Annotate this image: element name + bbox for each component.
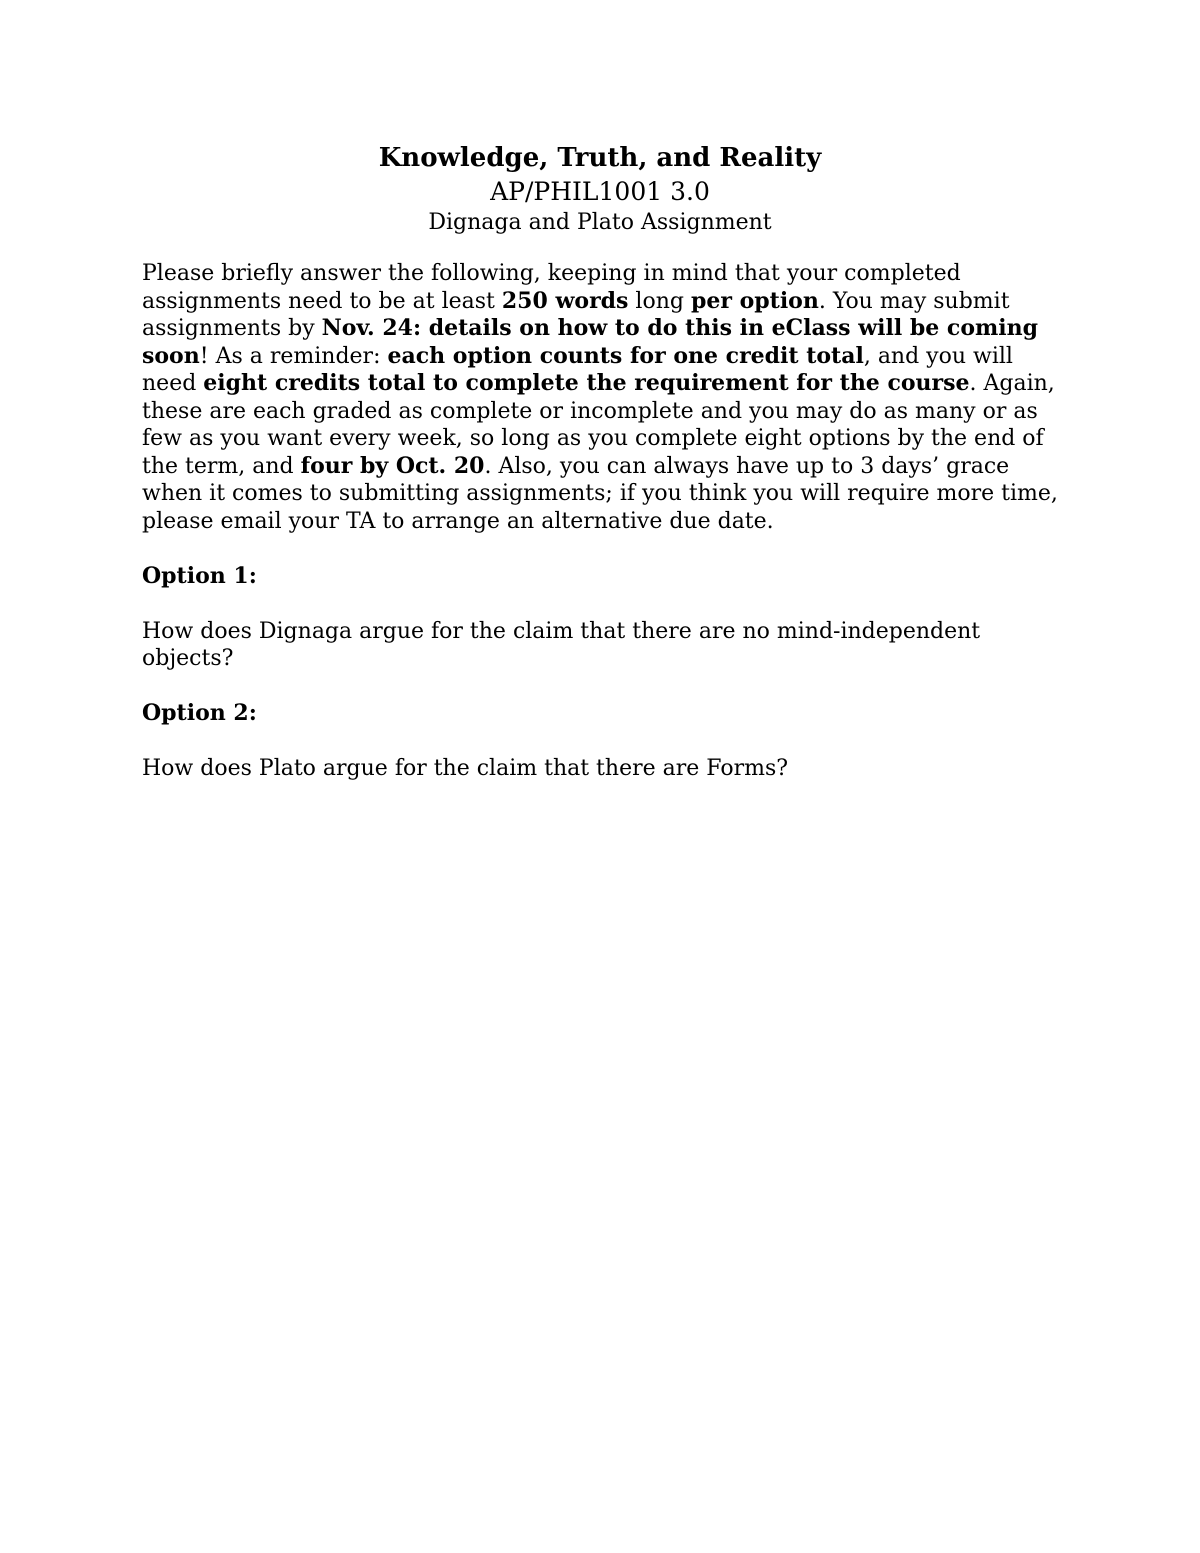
- intro-bold-due-date: Nov. 24: details on how to do this in eClass will be coming soon: [142, 315, 1039, 369]
- course-code: AP/PHIL1001 3.0: [490, 177, 710, 206]
- intro-text-2: long: [628, 288, 691, 314]
- intro-text-1: Please briefly answer the following, keeping in mind that your completed assignments need to be at least: [142, 261, 961, 314]
- intro-text-3: . You may submit assignments by: [142, 288, 1010, 341]
- intro-bold-requirement: eight credits total to complete the requirement for the course: [203, 370, 970, 396]
- intro-text-6: . Again, these are each graded as complete or incomplete and you may do as many or as few as you want every week, so long as you complete eight options by the end of the term, and: [142, 371, 1055, 479]
- intro-bold-per-option: per option: [690, 287, 819, 314]
- option-2-heading: Option 2:: [142, 700, 257, 726]
- document-title: Knowledge, Truth, and Reality: [378, 143, 822, 173]
- intro-paragraph: [142, 260, 1067, 535]
- option-1-heading: Option 1:: [142, 562, 257, 589]
- assignment-name: Dignaga and Plato Assignment: [428, 210, 772, 235]
- intro-bold-credit: each option counts for one credit total: [387, 342, 864, 369]
- document-body: [142, 260, 1067, 783]
- intro-text-4: ! As a reminder:: [199, 343, 388, 369]
- intro-bold-word-count: 250 words: [501, 287, 629, 314]
- option-1-question: How does Dignaga argue for the claim that there are no mind-independent objects?: [142, 618, 981, 671]
- intro-bold-midterm-deadline: four by Oct. 20: [300, 452, 485, 479]
- document-header: [0, 141, 1200, 238]
- intro-text-7: . Also, you can always have up to 3 days’ grace when it comes to submitting assignments; if you think you will require more time, please email your TA to arrange an alternative due date.: [142, 453, 1058, 534]
- option-2-question: How does Plato argue for the claim that there are Forms?: [142, 756, 789, 781]
- intro-text-5: , and you will need: [142, 343, 1013, 396]
